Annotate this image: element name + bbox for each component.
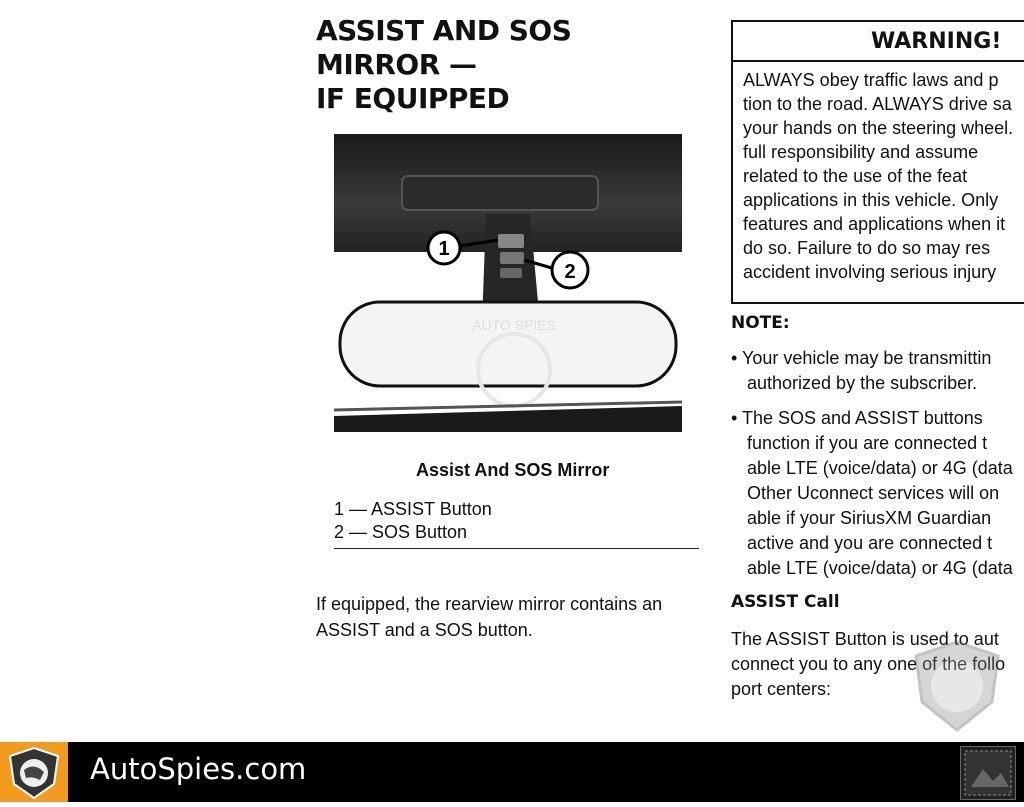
svg-text:AUTO SPIES: AUTO SPIES [472, 317, 556, 333]
warning-body: ALWAYS obey traffic laws and p tion to the road. ALWAYS drive sa your hands on the steering wheel. full responsibility and assume related to the use of the feat applications in this vehicle. Only features and applications when it do so. Failure to do so may res accident involving serious injury [743, 70, 1014, 282]
list-item: • The SOS and ASSIST buttons function if you are connected t able LTE (voice/data) or 4G (data Other Uconnect services will on able if your SiriusXM Guardian active and you are connected t able LTE (voice/data) or 4G (data [731, 408, 1013, 578]
overhead-console [402, 176, 598, 210]
assist-button-shape [498, 234, 524, 248]
assist-call-heading: ASSIST Call [731, 592, 840, 612]
figure-legend: 1 — ASSIST Button 2 — SOS Button [334, 498, 699, 549]
warning-title: WARNING! [733, 22, 1024, 62]
list-item: • Your vehicle may be transmittin authorized by the subscriber. [731, 348, 992, 393]
svg-text:1: 1 [438, 238, 450, 260]
figure-caption: Assist And SOS Mirror [416, 460, 610, 480]
note-label: NOTE: [731, 313, 790, 333]
site-footer [0, 742, 1024, 802]
mirror-heading: ASSIST AND SOS MIRROR — IF EQUIPPED [316, 14, 572, 115]
autospies-watermark-icon [912, 640, 1002, 732]
autospies-logo[interactable] [0, 742, 68, 802]
warning-box [731, 20, 1024, 304]
shield-logo-icon [0, 742, 68, 802]
note-bullets [731, 346, 1013, 591]
mirror-glass [340, 302, 676, 386]
right-column [731, 0, 1024, 740]
mirror-description: If equipped, the rearview mirror contains an ASSIST and a SOS button. [316, 594, 663, 640]
rearview-mirror-figure [334, 134, 682, 432]
assist-call-text: The ASSIST Button is used to aut connect you to any one of the follo port centers: [731, 629, 1006, 699]
brand-link[interactable]: AutoSpies.com [90, 752, 307, 786]
sos-button-shape [500, 252, 524, 264]
thumbnail-image-icon [961, 747, 1015, 799]
footer-thumbnail[interactable] [960, 746, 1016, 800]
svg-text:2: 2 [564, 261, 576, 283]
